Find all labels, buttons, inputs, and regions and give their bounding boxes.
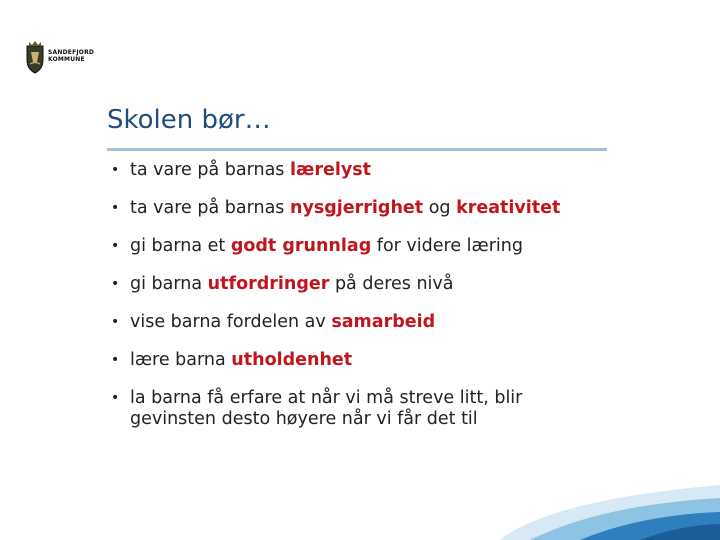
- bullet-dot-icon: •: [111, 314, 120, 330]
- title-divider: [107, 148, 607, 151]
- bullet-dot-icon: •: [111, 200, 120, 216]
- bullet-dot-icon: •: [111, 162, 120, 178]
- bullet-keyword: lærelyst: [289, 160, 372, 180]
- bullet-text: på deres nivå: [329, 274, 454, 294]
- bullet-dot-icon: •: [111, 352, 120, 368]
- bullet-keyword: godt grunnlag: [230, 236, 372, 256]
- logo-line-1: SANDEFJORD: [48, 49, 95, 56]
- bullet-item: [108, 236, 608, 257]
- coat-of-arms-icon: [24, 40, 46, 74]
- bullet-text: ta vare på barnas: [130, 198, 290, 218]
- sandefjord-kommune-logo: [24, 40, 94, 80]
- bullet-dot-icon: •: [111, 276, 120, 292]
- bullet-item: [108, 160, 608, 181]
- bullet-item: [108, 198, 608, 219]
- bullet-list: [108, 160, 608, 447]
- bullet-keyword: utfordringer: [207, 274, 330, 294]
- decorative-wave: [490, 480, 720, 540]
- bullet-item: [108, 388, 608, 430]
- bullet-dot-icon: •: [111, 238, 120, 254]
- bullet-text: lære barna: [130, 350, 232, 370]
- bullet-keyword: nysgjerrighet: [289, 198, 424, 218]
- bullet-keyword: utholdenhet: [231, 350, 353, 370]
- logo-text: [48, 49, 94, 63]
- bullet-dot-icon: •: [111, 390, 120, 406]
- bullet-text: for videre læring: [371, 236, 523, 256]
- bullet-item: [108, 274, 608, 295]
- bullet-keyword: samarbeid: [331, 312, 436, 332]
- bullet-text: la barna få erfare at når vi må streve litt, blir gevinsten desto høyere når vi får det til: [130, 388, 523, 429]
- bullet-text: gi barna: [130, 274, 208, 294]
- bullet-item: [108, 350, 608, 371]
- bullet-text: og: [423, 198, 457, 218]
- logo-line-2: KOMMUNE: [48, 56, 85, 63]
- bullet-keyword: kreativitet: [456, 198, 561, 218]
- bullet-text: gi barna et: [130, 236, 231, 256]
- bullet-item: [108, 312, 608, 333]
- bullet-text: vise barna fordelen av: [130, 312, 332, 332]
- slide-title: Skolen bør…: [107, 105, 271, 135]
- bullet-text: ta vare på barnas: [130, 160, 290, 180]
